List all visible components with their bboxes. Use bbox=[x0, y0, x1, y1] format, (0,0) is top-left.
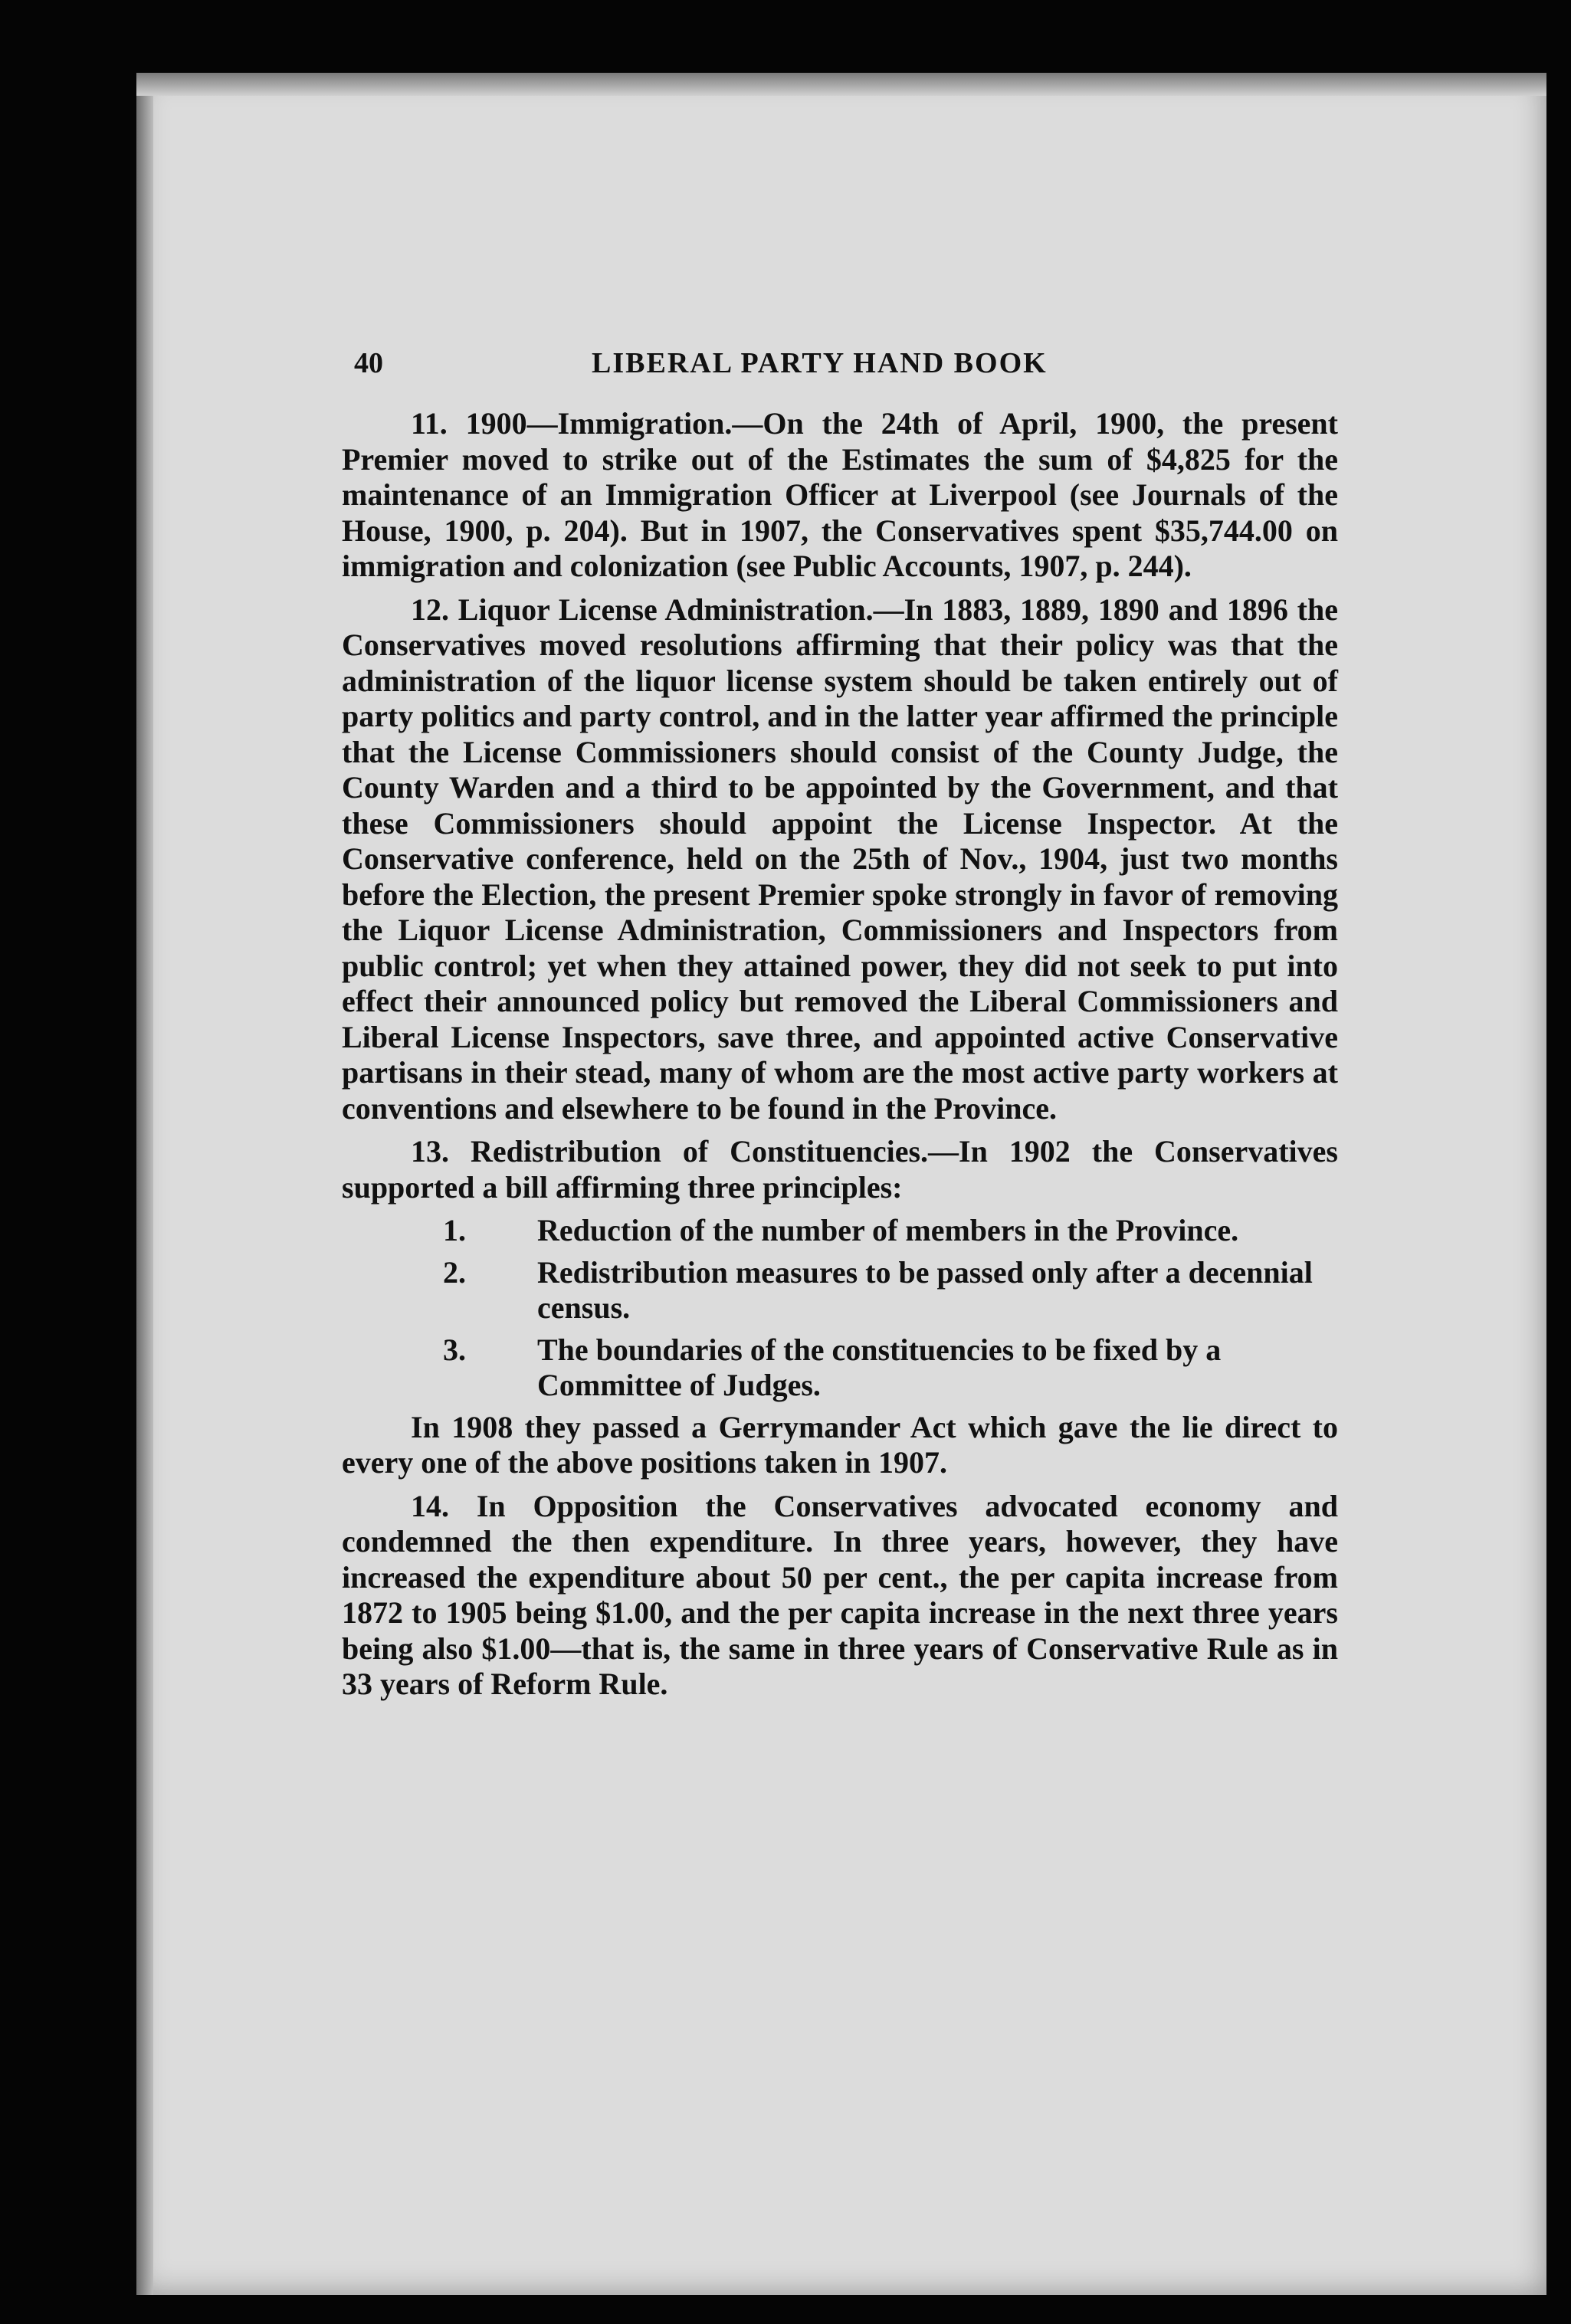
list-item bbox=[342, 1255, 1338, 1326]
paragraph-13-gerrymander: In 1908 they passed a Gerrymander Act which gave the lie direct to every one of the above positions taken in 1907. bbox=[342, 1409, 1338, 1480]
page-top-shadow bbox=[136, 73, 1546, 96]
running-title: LIBERAL PARTY HAND BOOK bbox=[592, 347, 1048, 379]
list-item bbox=[342, 1213, 1338, 1249]
page-edge-shadow bbox=[136, 73, 153, 2295]
list-item-text: Redistribution measures to be passed only after a decennial census. bbox=[537, 1254, 1313, 1325]
list-item-number: 3. bbox=[443, 1332, 466, 1367]
paragraph-13-redistribution: 13. Redistribution of Constituencies.—In 1902 the Conservatives supported a bill affirming three principles: bbox=[342, 1134, 1338, 1205]
list-item-text: The boundaries of the constituencies to be fixed by a Committee of Judges. bbox=[537, 1332, 1222, 1402]
list-item-number: 1. bbox=[443, 1213, 466, 1247]
principles-list bbox=[342, 1213, 1338, 1404]
page-number: 40 bbox=[354, 347, 383, 379]
list-item-number: 2. bbox=[443, 1254, 466, 1290]
paragraph-11-immigration: 11. 1900—Immigration.—On the 24th of April, 1900, the present Premier moved to strike out of the Estimates the sum of $4,825 for the maintenance of an Immigration Officer at Liverpool (see Journals of the House, 1900, p. 204). But in 1907, the Conservatives spent $35,744.00 on immigration and colonization (see Public Accounts, 1907, p. 244). bbox=[342, 406, 1338, 583]
page-header bbox=[354, 346, 1343, 392]
paragraph-12-liquor-license: 12. Liquor License Administration.—In 1883, 1889, 1890 and 1896 the Conservatives moved resolutions affirming that their policy was that the administration of the liquor license system should be taken entirely out of party politics and party control, and in the latter year affirmed the principle that the License Commissioners should consist of the County Judge, the County Warden and a third to be appointed by the Government, and that these Commissioners should appoint the License Inspector. At the Conservative conference, held on the 25th of Nov., 1904, just two months before the Election, the present Premier spoke strongly in favor of removing the Liquor License Administration, Commissioners and Inspectors from public control; yet when they attained power, they did not seek to put into effect their announced policy but removed the Liberal Commissioners and Liberal License Inspectors, save three, and appointed active Conservative partisans in their stead, many of whom are the most active party workers at conventions and elsewhere to be found in the Province. bbox=[342, 592, 1338, 1126]
list-item bbox=[342, 1332, 1338, 1404]
page-body bbox=[342, 406, 1338, 1710]
list-item-text: Reduction of the number of members in the Province. bbox=[537, 1213, 1239, 1247]
paragraph-14-expenditure: 14. In Opposition the Conservatives advocated economy and condemned the then expenditure. In three years, however, they have increased the expenditure about 50 per cent., the per capita increase from 1872 to 1905 being $1.00, and the per capita increase in the next three years being also $1.00—that is, the same in three years of Conservative Rule as in 33 years of Reform Rule. bbox=[342, 1488, 1338, 1701]
